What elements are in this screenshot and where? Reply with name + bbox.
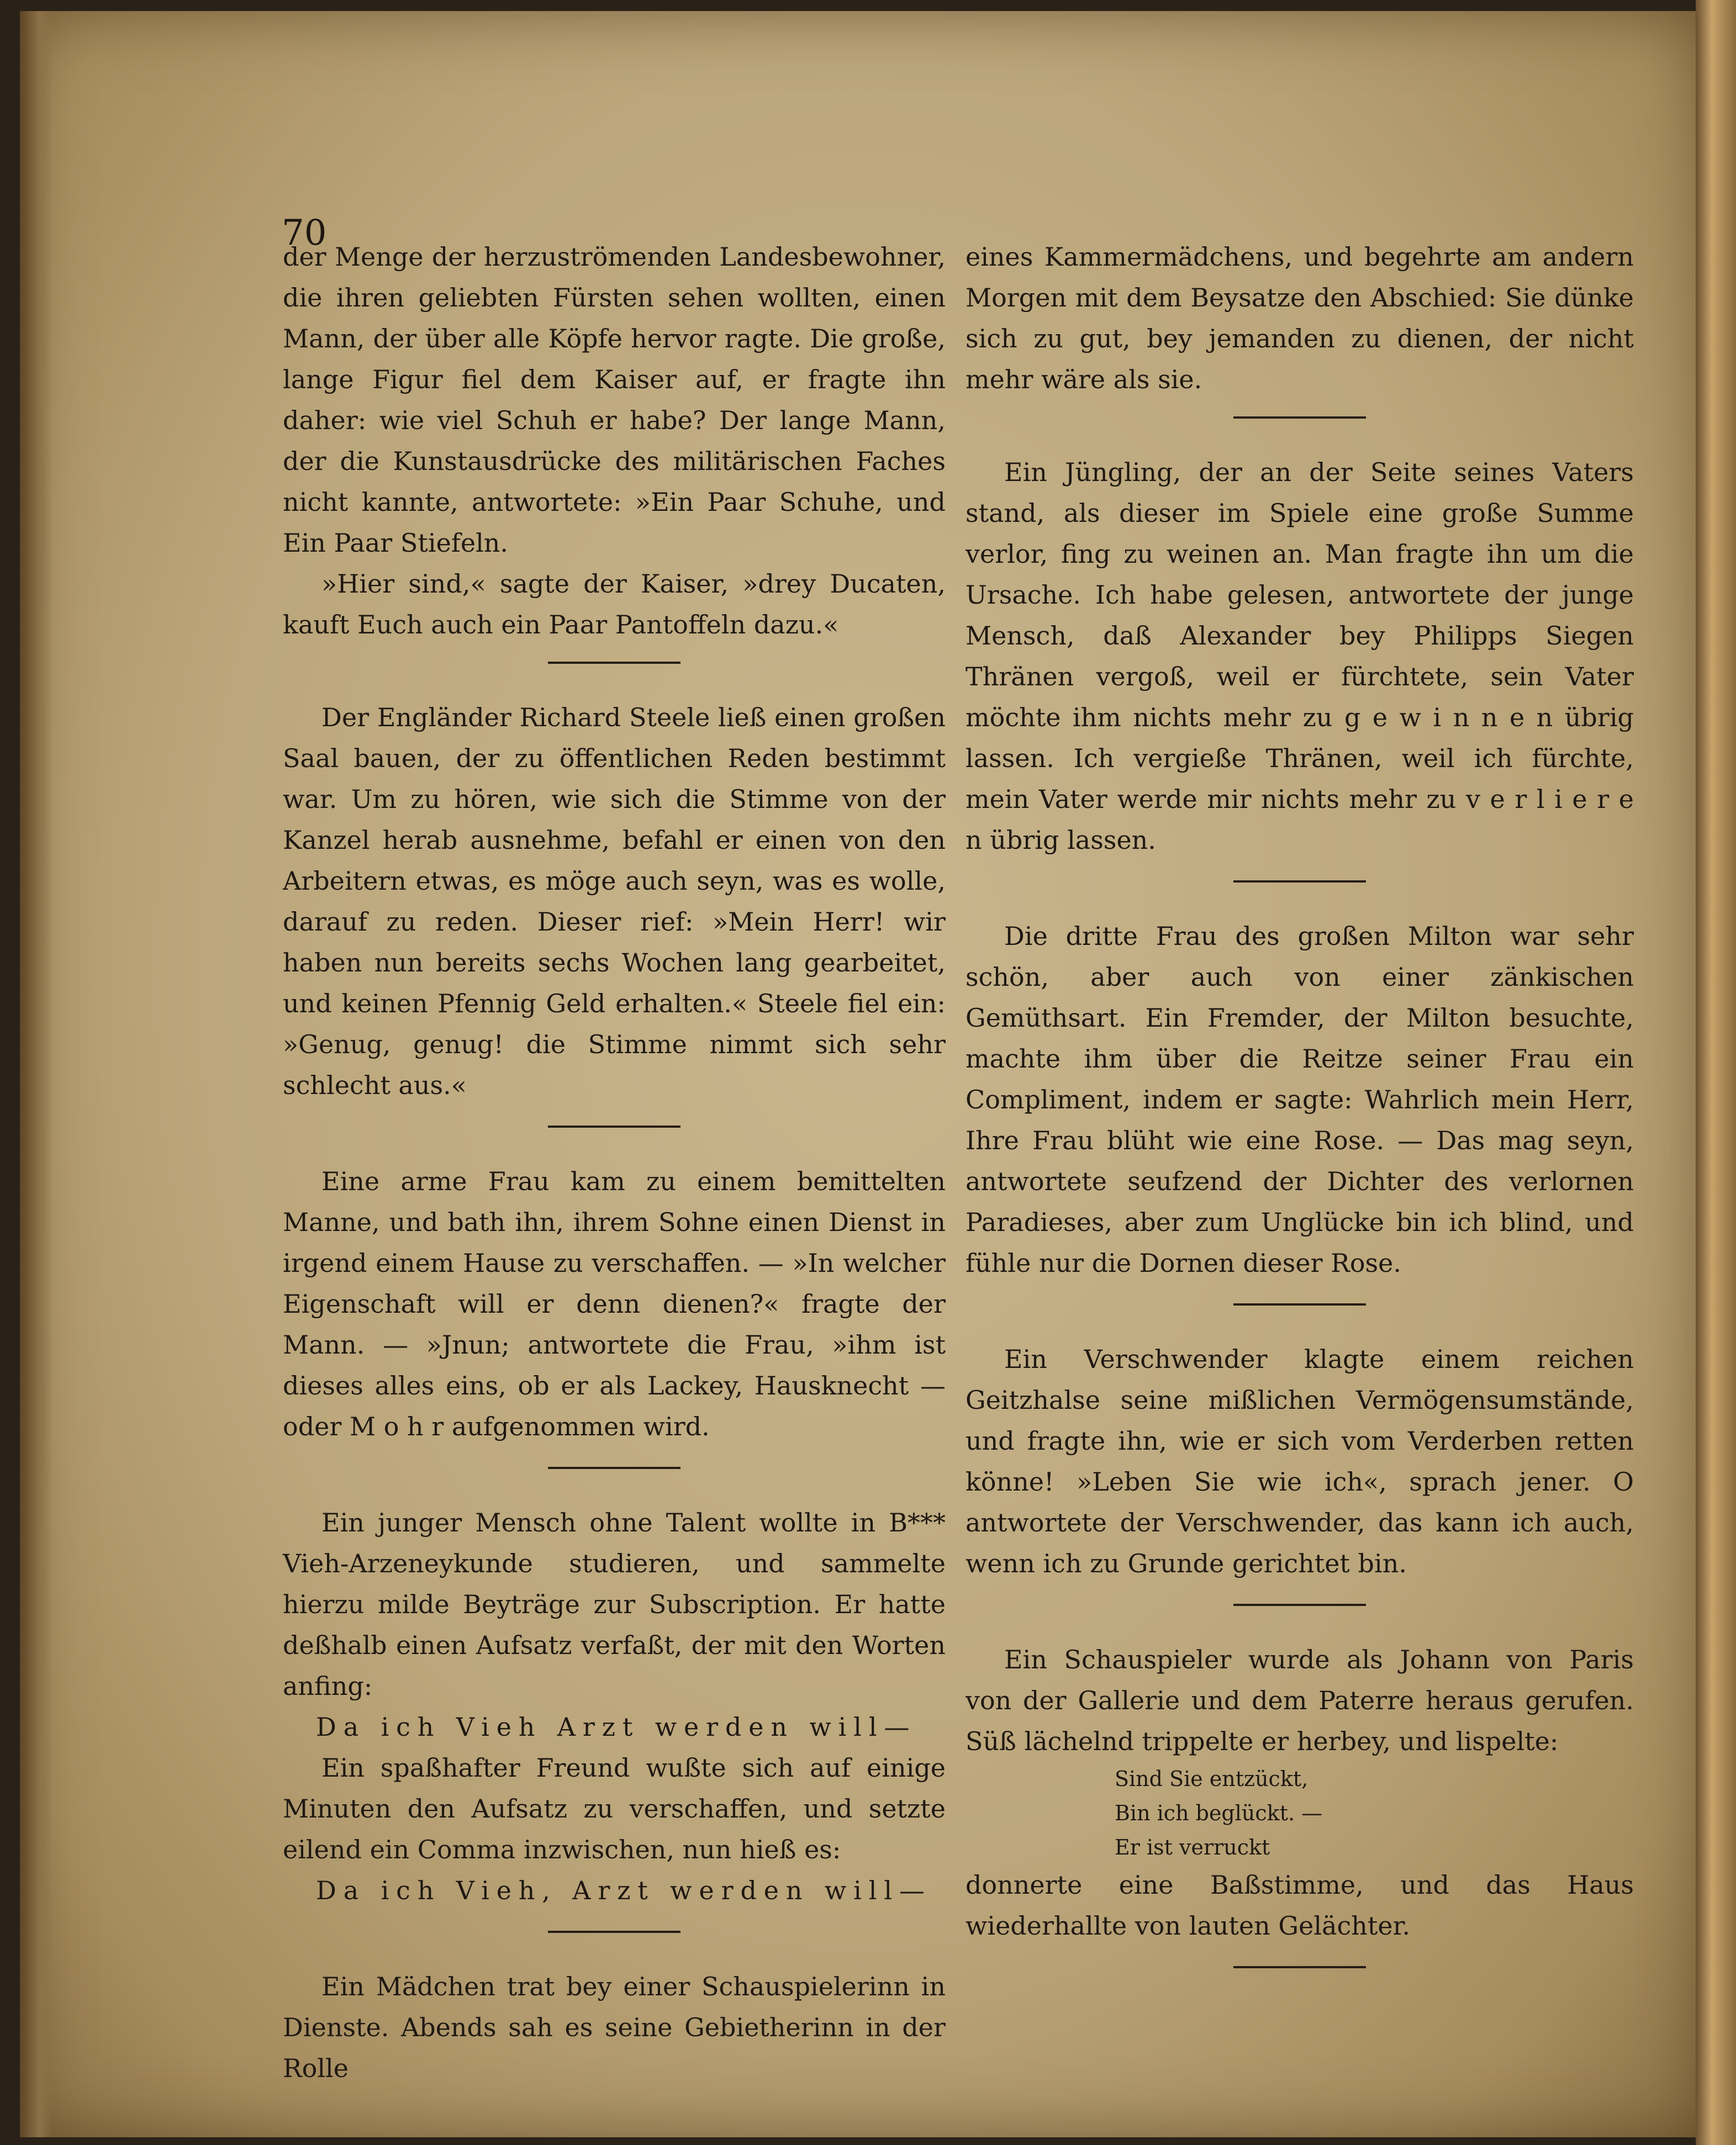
paragraph: der Menge der herzuströmenden Landesbewohner, die ihren geliebten Fürsten sehen wollten, einen Mann, der über alle Köpfe hervor ragte. Die große, lange Figur fiel dem Kaiser auf, er fragte ihn daher: wie viel Schuh er habe? Der lange Mann, der die Kunstausdrücke des militärischen Faches nicht kannte, antwortete: »Ein Paar Schuhe, und Ein Paar Stiefeln. xyxy=(283,242,946,558)
page-number: 70 xyxy=(282,213,327,253)
left-column xyxy=(283,236,946,2089)
paragraph: Ein Jüngling, der an der Seite seines Vaters stand, als dieser im Spiele eine große Summe verlor, fing zu weinen an. Man fragte ihn um die Ursache. Ich habe gelesen, antwortete der junge Mensch, daß Alexander bey Philipps Siegen Thränen vergoß, weil er fürchtete, sein Vater möchte ihm nichts mehr zu g e w i n n e n übrig lassen. Ich vergieße Thränen, weil ich fürchte, mein Vater werde mir nichts mehr zu v e r l i e r e n übrig lassen. xyxy=(965,457,1634,855)
paragraph: Ein Verschwender klagte einem reichen Geitzhalse seine mißlichen Vermögensumstände, und fragte ihn, wie er sich vom Verderben retten könne! »Leben Sie wie ich«, sprach jener. O antwortete der Verschwender, das kann ich auch, wenn ich zu Grunde gerichtet bin. xyxy=(965,1344,1634,1578)
paragraph: Ein Schauspieler wurde als Johann von Paris von der Gallerie und dem Paterre heraus gerufen. Süß lächelnd trippelte er herbey, und lispelte: xyxy=(965,1645,1634,1756)
paragraph: Die dritte Frau des großen Milton war sehr schön, aber auch von einer zänkischen Gemüthsart. Ein Fremder, der Milton besuchte, machte ihm über die Reitze seiner Frau ein Compliment, indem er sagte: Wahrlich mein Herr, Ihre Frau blüht wie eine Rose. — Das mag seyn, antwortete seufzend der Dichter des verlornen Paradieses, aber zum Unglücke bin ich blind, und fühle nur die Dornen dieser Rose. xyxy=(965,921,1634,1278)
quoted-line: Da ich Vieh, Arzt werden will— xyxy=(316,1875,932,1905)
paragraph: Ein spaßhafter Freund wußte sich auf einige Minuten den Aufsatz zu verschaffen, und setzte eilend ein Comma inzwischen, nun hieß es: xyxy=(283,1753,946,1864)
section-divider xyxy=(548,1467,680,1469)
section-divider xyxy=(1233,1303,1366,1306)
section-divider xyxy=(1233,416,1366,419)
verse-line: Er ist verruckt xyxy=(1115,1835,1270,1859)
book-binding-shadow xyxy=(20,11,53,2137)
right-column xyxy=(965,236,1634,2001)
page-edge xyxy=(1696,0,1736,2145)
section-divider xyxy=(548,1931,680,1933)
section-divider xyxy=(1233,1966,1366,1968)
paragraph: Ein junger Mensch ohne Talent wollte in B*** Vieh-Arzeneykunde studieren, und sammelte hierzu milde Beyträge zur Subscription. Er hatte deßhalb einen Aufsatz verfaßt, der mit den Worten anfing: xyxy=(283,1508,946,1701)
paragraph: Eine arme Frau kam zu einem bemittelten Manne, und bath ihn, ihrem Sohne einen Dienst in irgend einem Hause zu verschaffen. — »In welcher Eigenschaft will er denn dienen?« fragte der Mann. — »Jnun; antwortete die Frau, »ihm ist dieses alles eins, ob er als Lackey, Hausknecht — oder M o h r aufgenommen wird. xyxy=(283,1166,946,1441)
section-divider xyxy=(1233,1604,1366,1606)
paragraph: »Hier sind,« sagte der Kaiser, »drey Ducaten, kauft Euch auch ein Paar Pantoffeln dazu.« xyxy=(283,569,946,640)
verse-line: Sind Sie entzückt, xyxy=(1115,1767,1308,1791)
paragraph: Ein Mädchen trat bey einer Schauspielerinn in Dienste. Abends sah es seine Gebietherinn in der Rolle xyxy=(283,1972,946,2083)
verse-line: Bin ich beglückt. — xyxy=(1115,1801,1323,1825)
section-divider xyxy=(548,1126,680,1128)
section-divider xyxy=(1233,880,1366,883)
paragraph: Der Engländer Richard Steele ließ einen großen Saal bauen, der zu öffentlichen Reden bestimmt war. Um zu hören, wie sich die Stimme von der Kanzel herab ausnehme, befahl er einen von den Arbeitern etwas, es möge auch seyn, was es wolle, darauf zu reden. Dieser rief: »Mein Herr! wir haben nun bereits sechs Wochen lang gearbeitet, und keinen Pfennig Geld erhalten.« Steele fiel ein: »Genug, genug! die Stimme nimmt sich sehr schlecht aus.« xyxy=(283,702,946,1100)
section-divider xyxy=(548,662,680,664)
quoted-line: Da ich Vieh Arzt werden will— xyxy=(316,1712,917,1742)
paragraph: donnerte eine Baßstimme, und das Haus wiederhallte von lauten Gelächter. xyxy=(965,1870,1634,1941)
paragraph: eines Kammermädchens, und begehrte am andern Morgen mit dem Beysatze den Abschied: Sie dünke sich zu gut, bey jemanden zu dienen, der nicht mehr wäre als sie. xyxy=(965,242,1634,394)
